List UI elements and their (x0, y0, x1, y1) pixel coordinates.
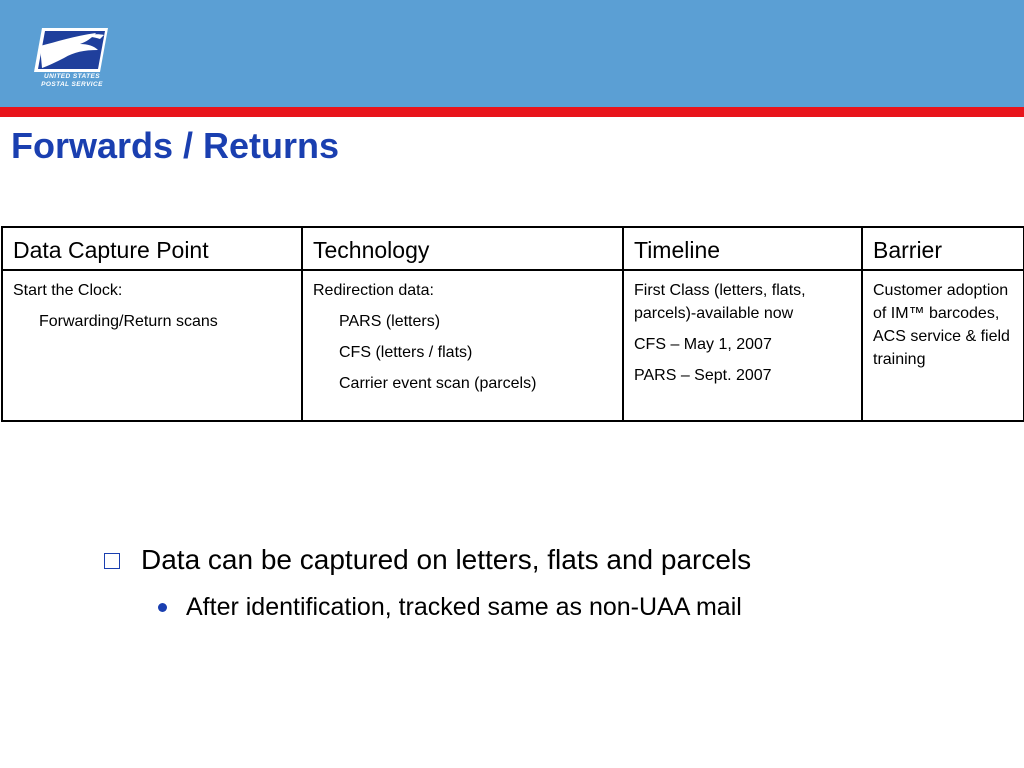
column-header-barrier: Barrier (862, 227, 1024, 270)
column-header-capture-point: Data Capture Point (2, 227, 302, 270)
logo-line-2: POSTAL SERVICE (41, 81, 103, 88)
cell-text: PARS (letters) (339, 313, 441, 330)
table-header-row (2, 227, 1024, 270)
cell-text: First Class (letters, flats, parcels)-available now (634, 282, 806, 322)
cell-text: Forwarding/Return scans (39, 313, 218, 330)
cell-technology (302, 270, 623, 421)
cell-text: CFS (letters / flats) (339, 344, 473, 361)
header-red-rule (0, 107, 1024, 117)
bullet-list (104, 540, 751, 625)
bullet-text: Data can be captured on letters, flats and parcels (141, 544, 752, 575)
logo-wordmark (34, 73, 110, 89)
cell-text: Redirection data: (313, 282, 434, 299)
cell-text: Start the Clock: (13, 282, 123, 299)
cell-capture-point (2, 270, 302, 421)
eagle-icon (34, 26, 110, 74)
dot-icon (158, 603, 167, 612)
slide-title: Forwards / Returns (11, 125, 340, 166)
cell-timeline (623, 270, 862, 421)
column-header-timeline: Timeline (623, 227, 862, 270)
capture-table (1, 226, 1024, 422)
logo-line-1: UNITED STATES (44, 73, 100, 80)
cell-text: CFS – May 1, 2007 (634, 336, 772, 353)
bullet-text: After identification, tracked same as non-UAA mail (186, 593, 742, 621)
cell-text: Customer adoption of IM™ barcodes, ACS service & field training (873, 282, 1010, 368)
list-item (104, 540, 751, 580)
column-header-technology: Technology (302, 227, 623, 270)
cell-text: Carrier event scan (parcels) (339, 375, 537, 392)
table-row (2, 270, 1024, 421)
checkbox-icon (104, 553, 120, 569)
cell-barrier (862, 270, 1024, 421)
cell-text: PARS – Sept. 2007 (634, 367, 772, 384)
header-band (0, 0, 1024, 107)
usps-logo (34, 26, 110, 92)
list-item (158, 589, 751, 625)
